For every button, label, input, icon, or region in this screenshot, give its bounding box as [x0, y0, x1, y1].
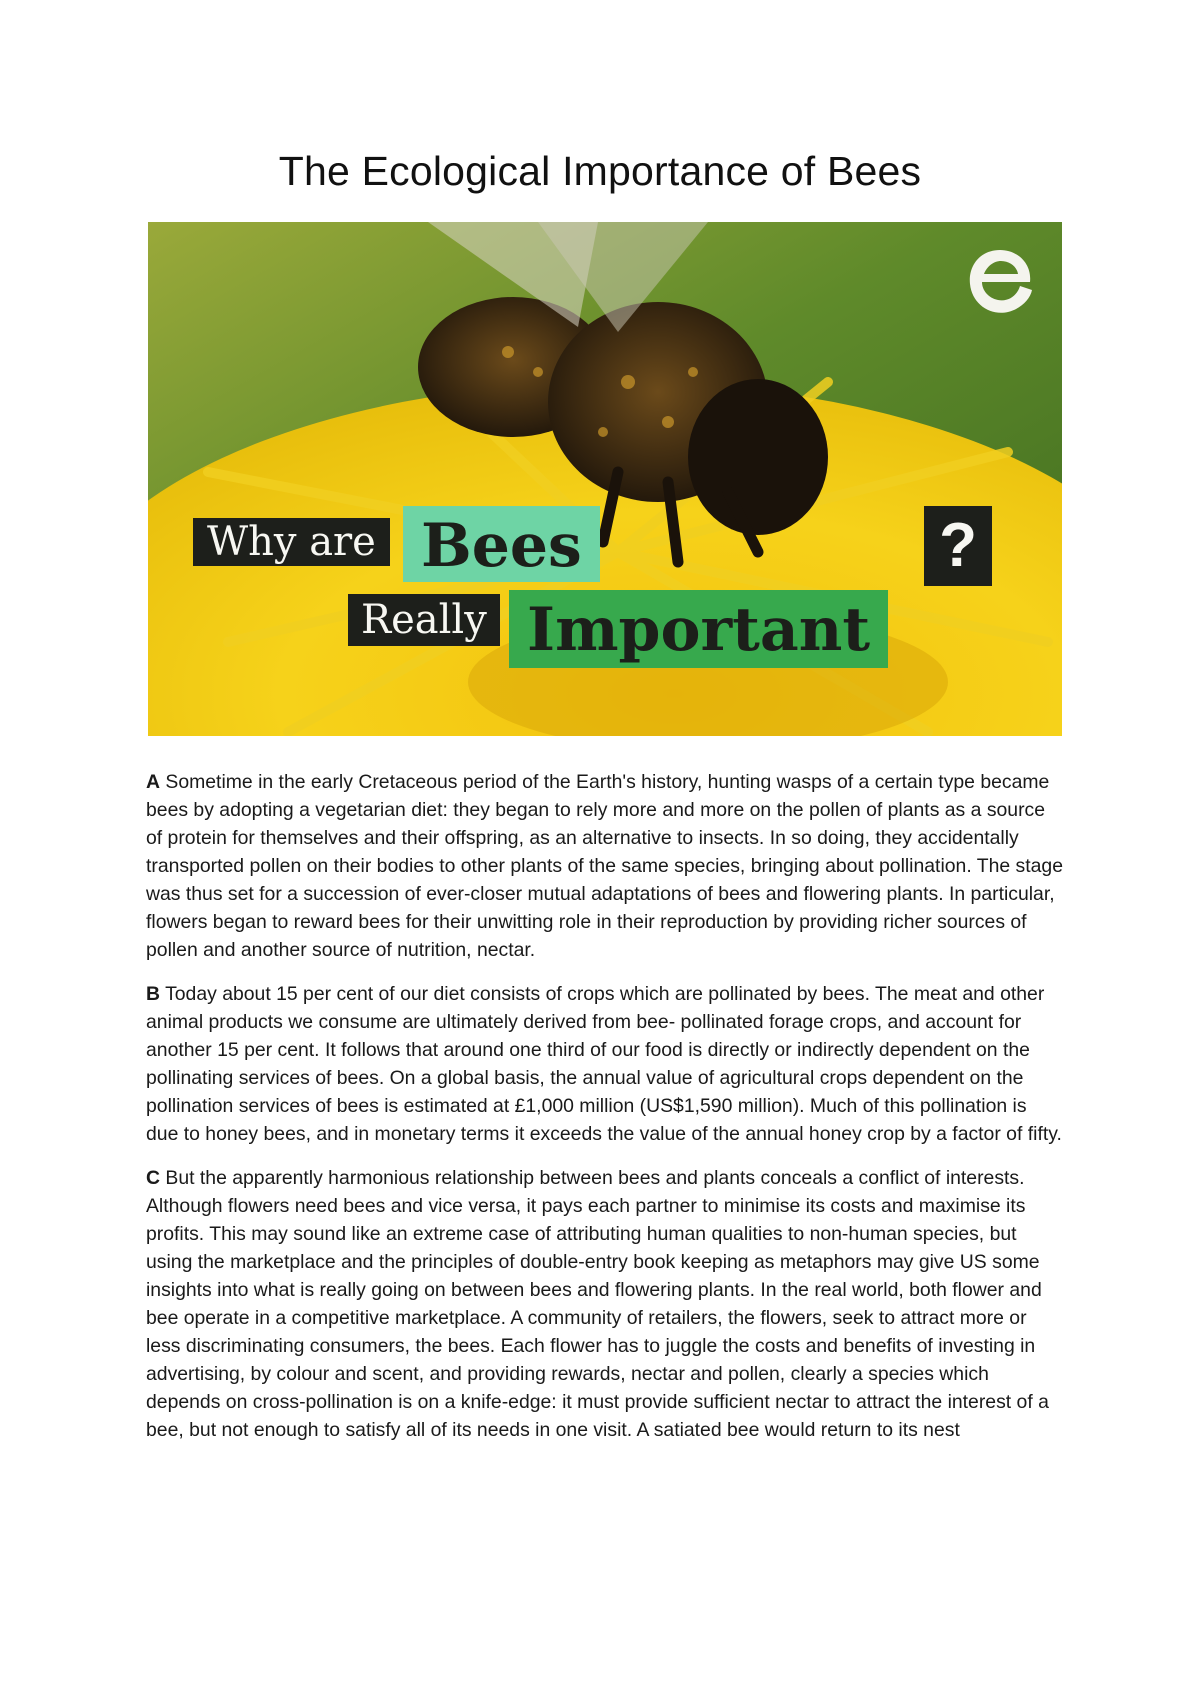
paragraph-text: But the apparently harmonious relationship between bees and plants conceals a conflict of interests. Although flowers need bees and vice versa, it pays each partner to minimise its costs and maximise its profits. This may sound like an extreme case of attributing human qualities to non-human species, but using the marketplace and the principles of double-entry book keeping as metaphors may give US some insights into what is really going on between bees and flowering plants. In the real world, both flower and bee operate in a competitive marketplace. A community of retailers, the flowers, seek to attract more or less discriminating consumers, the bees. Each flower has to juggle the costs and benefits of investing in advertising, by colour and scent, and providing rewards, nectar and pollen, clearly a species which depends on cross-pollination is on a knife-edge: it must provide sufficient nectar to attract the interest of a bee, but not enough to satisfy all of its needs in one visit. A satiated bee would return to its nest: [146, 1167, 1049, 1441]
paragraph-text: Today about 15 per cent of our diet consists of crops which are pollinated by bees. The meat and other animal products we consume are ultimately derived from bee- pollinated forage crops, and account for another 15 per cent. It follows that around one third of our food is directly or indirectly dependent on the pollinating services of bees. On a global basis, the annual value of agricultural crops dependent on the pollination services of bees is estimated at £1,000 million (US$1,590 million). Much of this pollination is due to honey bees, and in monetary terms it exceeds the value of the annual honey crop by a factor of fifty.: [146, 983, 1062, 1145]
paragraph-b: [146, 980, 1064, 1148]
hero-text-really: Really: [348, 594, 500, 646]
paragraph-letter: A: [146, 771, 161, 793]
hero-question-mark: ?: [924, 506, 992, 586]
paragraph-a: [146, 768, 1064, 964]
hero-text-important: Important: [509, 590, 888, 668]
page-title: The Ecological Importance of Bees: [278, 148, 922, 194]
paragraph-letter: C: [146, 1167, 161, 1189]
hero-image: [148, 222, 1062, 736]
article-body: [146, 768, 1064, 1460]
hero-text-why-are: Why are: [193, 518, 390, 566]
paragraph-c: [146, 1164, 1064, 1444]
e-logo-icon: [960, 242, 1040, 322]
hero-text-bees: Bees: [403, 506, 600, 582]
paragraph-letter: B: [146, 983, 161, 1005]
paragraph-text: Sometime in the early Cretaceous period of the Earth's history, hunting wasps of a certain type became bees by adopting a vegetarian diet: they began to rely more and more on the pollen of plants as a source of protein for themselves and their offspring, as an alternative to insects. In so doing, they accidentally transported pollen on their bodies to other plants of the same species, bringing about pollination. The stage was thus set for a succession of ever-closer mutual adaptations of bees and flowering plants. In particular, flowers began to reward bees for their unwitting role in their reproduction by providing richer sources of pollen and another source of nutrition, nectar.: [146, 771, 1063, 961]
